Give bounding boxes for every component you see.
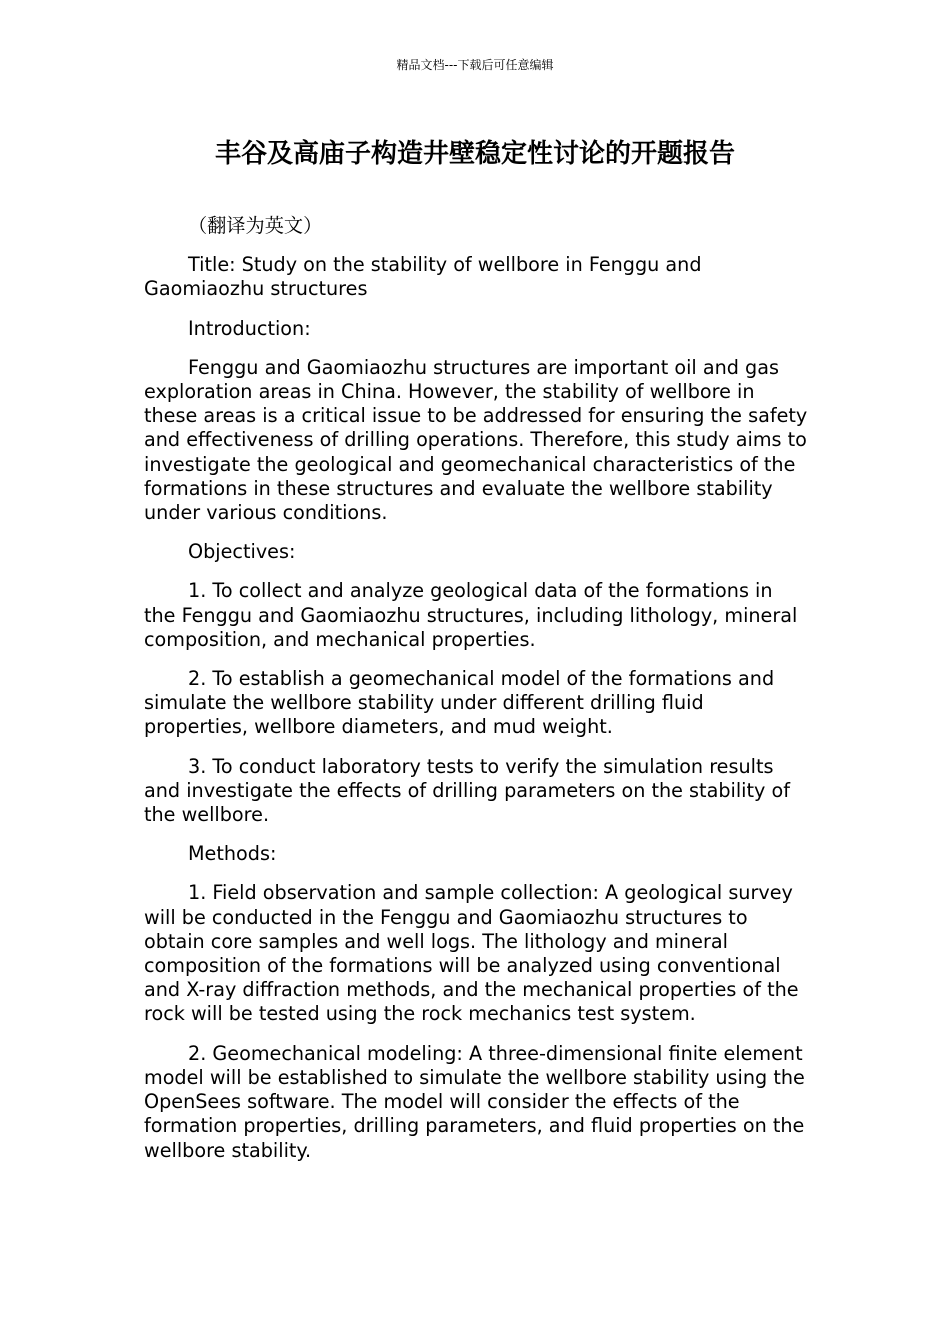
method-item: 2. Geomechanical modeling: A three-dimensional finite element model will be established to simulate the wellbore stability using the OpenSees software. The model will consider the effects of the formation properties, drilling parameters, and fluid properties on the wellbore stability. xyxy=(144,1041,805,1162)
document-title: 丰谷及高庙子构造井壁稳定性讨论的开题报告 xyxy=(214,139,735,169)
objective-item: 2. To establish a geomechanical model of the formations and simulate the wellbore stability under different drilling fluid properties, wellbore diameters, and mud weight. xyxy=(144,667,775,739)
document-body xyxy=(144,214,810,1178)
translation-note: （翻译为英文） xyxy=(188,214,323,237)
methods-heading: Methods: xyxy=(188,842,277,866)
objective-item: 1. To collect and analyze geological data of the formations in the Fenggu and Gaomiaozhu structures, including lithology, mineral composition, and mechanical properties. xyxy=(144,579,798,651)
method-item: 1. Field observation and sample collection: A geological survey will be conducted in the Fenggu and Gaomiaozhu structures to obtain core samples and well logs. The lithology and mineral composition of the formations will be analyzed using conventional and X-ray diffraction methods, and the mechanical properties of the rock will be tested using the rock mechanics test system. xyxy=(144,881,799,1026)
objectives-heading: Objectives: xyxy=(188,540,296,564)
page-header-note: 精品文档---下载后可任意编辑 xyxy=(396,58,554,72)
objective-item: 3. To conduct laboratory tests to verify the simulation results and investigate the effects of drilling parameters on the stability of the wellbore. xyxy=(144,754,790,827)
introduction-paragraph: Fenggu and Gaomiaozhu structures are important oil and gas exploration areas in China. However, the stability of wellbore in these areas is a critical issue to be addressed for ensuring the safety and effectiveness of drilling operations. Therefore, this study aims to investigate the geological and geomechanical characteristics of the formations in these structures and evaluate the wellbore stability under various conditions. xyxy=(144,355,808,525)
introduction-heading: Introduction: xyxy=(188,316,311,340)
paper-title-paragraph: Title: Study on the stability of wellbore in Fenggu and Gaomiaozhu structures xyxy=(144,253,702,301)
